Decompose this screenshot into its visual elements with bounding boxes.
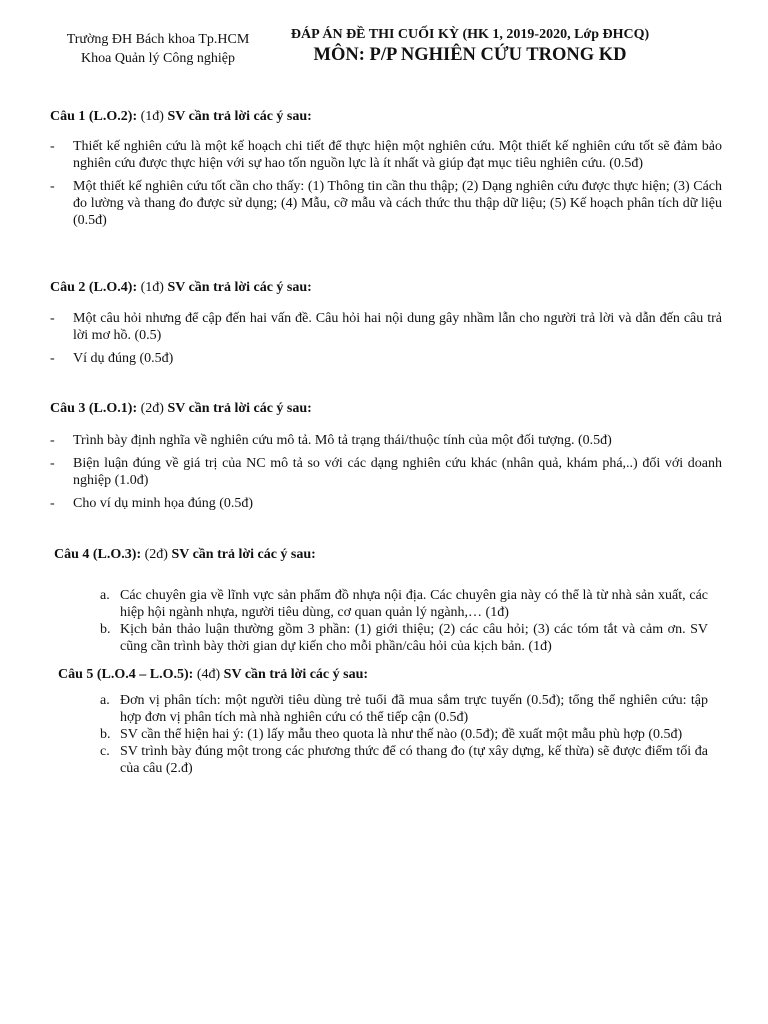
question-2 xyxy=(50,279,722,367)
question-3 xyxy=(50,400,722,512)
faculty-name: Khoa Quản lý Công nghiệp xyxy=(81,51,235,66)
exam-title: ĐÁP ÁN ĐỀ THI CUỐI KỲ (HK 1, 2019-2020, Lớp ĐHCQ) xyxy=(290,27,650,42)
list-item: - Một thiết kế nghiên cứu tốt cần cho thấy: (1) Thông tin cần thu thập; (2) Dạng nghiên cứu được thực hiện; (3) Cách đo lường và thang đo được sử dụng; (4) Mẫu, cỡ mẫu và cách thức thu thập dữ liệu; (5) Kế hoạch phân tích dữ liệu (0.5đ) xyxy=(50,179,722,228)
answer-list xyxy=(100,692,708,777)
answer-list xyxy=(50,138,722,229)
list-item: - Ví dụ đúng (0.5đ) xyxy=(50,351,174,366)
list-item: - Biện luận đúng về giá trị của NC mô tả so với các dạng nghiên cứu khác (nhân quả, khám phá,..) đối với doanh nghiệp (1.0đ) xyxy=(50,456,722,488)
question-title: Câu 2 (L.O.4): (1đ) SV cần trả lời các ý sau: xyxy=(50,280,312,295)
subject-title: MÔN: P/P NGHIÊN CỨU TRONG KD xyxy=(313,45,627,65)
question-title: Câu 4 (L.O.3): (2đ) SV cần trả lời các ý sau: xyxy=(54,547,316,562)
list-item: b. SV cần thể hiện hai ý: (1) lấy mẫu theo quota là như thế nào (0.5đ); đề xuất một mẫu phù hợp (0.5đ) xyxy=(100,727,683,742)
answer-list xyxy=(50,310,722,367)
list-item: - Trình bày định nghĩa về nghiên cứu mô tả. Mô tả trạng thái/thuộc tính của một đối tượng. (0.5đ) xyxy=(50,433,612,448)
question-title: Câu 1 (L.O.2): (1đ) SV cần trả lời các ý sau: xyxy=(50,109,312,124)
list-item: a. Đơn vị phân tích: một người tiêu dùng trẻ tuổi đã mua sắm trực tuyến (0.5đ); tổng thể nghiên cứu: tập hợp đơn vị phân tích mà nhà nghiên cứu có thể tiếp cận (0.5đ) xyxy=(100,693,708,725)
list-item: - Một câu hỏi nhưng để cập đến hai vấn đề. Câu hỏi hai nội dung gây nhầm lẫn cho người trả lời và dẫn đến câu trả lời mơ hồ. (0.5) xyxy=(50,311,722,343)
answer-list xyxy=(100,587,708,655)
question-title: Câu 3 (L.O.1): (2đ) SV cần trả lời các ý sau: xyxy=(50,401,312,416)
question-4 xyxy=(54,546,708,655)
list-item: c. SV trình bày đúng một trong các phương thức để có thang đo (tự xây dựng, kế thừa) sẽ được điểm tối đa của câu (2.đ) xyxy=(100,744,708,776)
school-name: Trường ĐH Bách khoa Tp.HCM xyxy=(66,32,250,47)
school-header xyxy=(38,30,278,68)
question-1 xyxy=(50,108,722,229)
list-item: b. Kịch bản thảo luận thường gồm 3 phần: (1) giới thiệu; (2) các câu hỏi; (3) các tóm tắt và cảm ơn. SV cũng cần trình bày thời gian dự kiến cho mỗi phần/câu hỏi của kịch bản. (1đ) xyxy=(100,622,708,654)
list-item: - Thiết kế nghiên cứu là một kế hoạch chi tiết để thực hiện một nghiên cứu. Một thiết kế nghiên cứu tốt sẽ đảm bảo nghiên cứu được thực hiện với sự hao tốn nguồn lực là ít nhất và giúp đạt mục tiêu nghiên cứu. (0.5đ) xyxy=(50,139,722,171)
question-5 xyxy=(58,666,708,777)
list-item: a. Các chuyên gia về lĩnh vực sản phẩm đồ nhựa nội địa. Các chuyên gia này có thể là từ nhà sản xuất, các hiệp hội ngành nhựa, người tiêu dùng, cơ quan quản lý ngành,… (1đ) xyxy=(100,588,708,620)
list-item: - Cho ví dụ minh họa đúng (0.5đ) xyxy=(50,496,254,511)
question-title: Câu 5 (L.O.4 – L.O.5): (4đ) SV cần trả lời các ý sau: xyxy=(58,667,369,682)
exam-header xyxy=(270,26,670,66)
answer-list xyxy=(50,432,722,512)
